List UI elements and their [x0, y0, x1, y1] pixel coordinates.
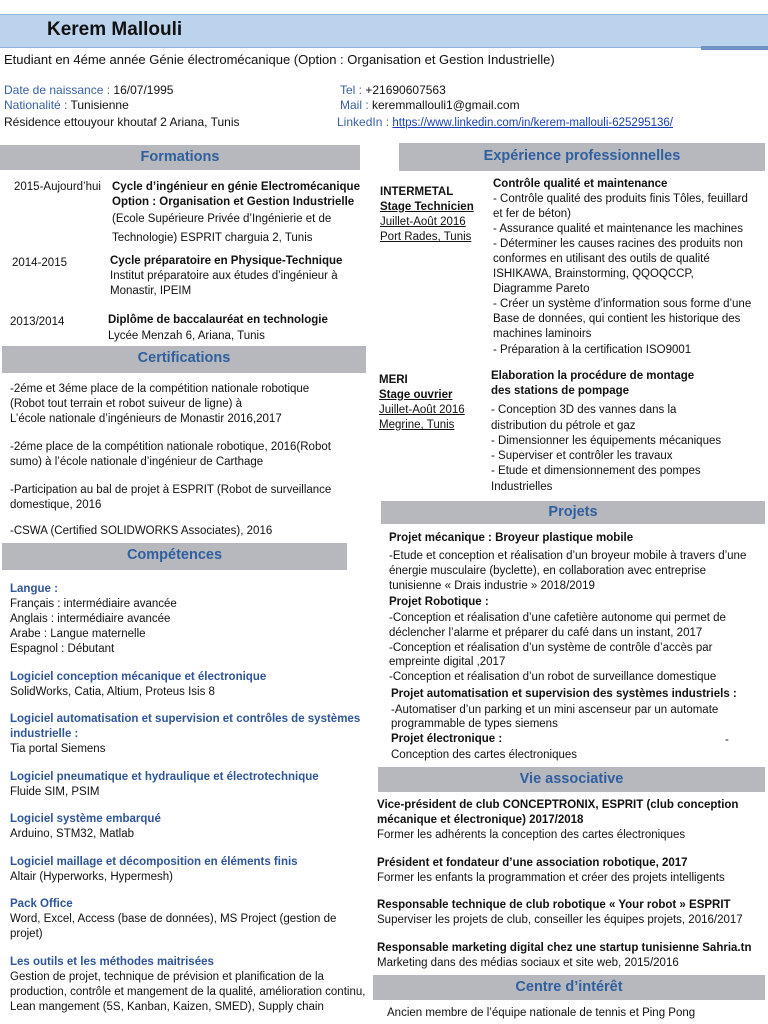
candidate-name: Kerem Mallouli [47, 19, 183, 40]
association-text: Superviser les projets de club, conseiller les équipes projets, 2016/2017 [377, 914, 743, 926]
skill-title: Pack Office [10, 898, 73, 910]
association-title: Président et fondateur d’une association robotique, 2017 [377, 857, 688, 869]
linkedin [337, 115, 673, 130]
skill-text: production, contrôle et mangement de la qualité, amélioration continu, [10, 986, 366, 998]
skill-text: Word, Excel, Access (base de données), MS Project (gestion de [10, 913, 337, 925]
skill-title: industrielle : [10, 728, 79, 740]
phone [340, 83, 446, 97]
formation-date: 2014-2015 [12, 257, 67, 269]
experience-line: - Contrôle qualité des produits finis Tôles, feuillard [493, 193, 748, 205]
formation-title: Cycle d’ingénieur en génie Electromécanique [112, 181, 360, 193]
formation-date: 2015-Aujourd’hui [14, 181, 101, 193]
experience-line: ISHIKAWA, Brainstorming, QQOQCCP, [493, 268, 694, 280]
section-competences: Compétences [2, 543, 347, 570]
skill-text: Tia portal Siemens [10, 743, 106, 755]
formation-detail: Lycée Menzah 6, Ariana, Tunis [108, 330, 265, 342]
linkedin-label: LinkedIn : [337, 115, 390, 129]
project-line: -Etude et conception et réalisation d’un broyeur mobile à travers d’une [389, 550, 747, 562]
birth-label: Date de naissance : [4, 83, 111, 97]
experience-line: Industrielles [491, 481, 553, 493]
certification-line: domestique, 2016 [10, 499, 102, 511]
formation-title: Option : Organisation et Gestion Industrielle [112, 196, 355, 208]
section-certifications: Certifications [2, 346, 366, 373]
headline: Etudiant en 4éme année Génie électromécanique (Option : Organisation et Gestion Industrielle) [4, 52, 555, 67]
formation-detail: Technologie) ESPRIT charguia 2, Tunis [112, 232, 313, 244]
skill-text: Fluide SIM, PSIM [10, 786, 100, 798]
experience-date: Juillet-Août 2016 [380, 216, 466, 228]
project-line: -Conception et réalisation d’un robot de surveillance domestique [389, 671, 717, 683]
skill-text: Lean mangement (5S, Kanban, Kaizen, SMED), Supply chain [10, 1001, 324, 1013]
experience-line: - Conception 3D des vannes dans la [491, 404, 677, 416]
nationality-value: Tunisienne [67, 98, 129, 112]
experience-line: distribution du pétrole et gaz [491, 420, 636, 432]
project-line: Conception des cartes électroniques [391, 749, 578, 761]
experience-line: conformes en utilisant des outils de qualité [493, 253, 710, 265]
project-dash: - [725, 734, 729, 746]
interest-text: Ancien membre de l’équipe nationale de tennis et Ping Pong [387, 1007, 696, 1019]
formation-title: Cycle préparatoire en Physique-Technique [110, 255, 343, 267]
association-title: Responsable technique de club robotique « Your robot » ESPRIT [377, 899, 731, 911]
nationality-label: Nationalité : [4, 98, 68, 112]
association-title: Vice-président de club CONCEPTRONIX, ESPRIT (club conception [377, 799, 739, 811]
project-line: tunisienne « Drais industrie » 2018/2019 [389, 580, 595, 592]
skill-text: Altair (Hyperworks, Hypermesh) [10, 871, 173, 883]
birth-date [4, 83, 173, 97]
certification-line: -2éme et 3éme place de la compétition nationale robotique [10, 383, 310, 395]
experience-role: Stage ouvrier [379, 389, 453, 401]
experience-line: - Créer un système d’information sous forme d’une [493, 298, 752, 310]
section-vie-associative: Vie associative [378, 767, 765, 792]
experience-title: Contrôle qualité et maintenance [493, 178, 668, 190]
section-centre-interet: Centre d’intérêt [373, 975, 765, 1000]
association-text: Former les enfants la programmation et créer des projets intelligents [377, 872, 725, 884]
certification-line: -Participation au bal de projet à ESPRIT (Robot de surveillance [10, 484, 332, 496]
experience-place: Port Rades, Tunis [380, 231, 472, 243]
certification-line: -CSWA (Certified SOLIDWORKS Associates), 2016 [10, 525, 273, 537]
formation-detail: Monastir, IPEIM [110, 285, 192, 297]
experience-place: Megrine, Tunis [379, 419, 455, 431]
language-item: Espagnol : Débutant [10, 643, 115, 655]
association-text: Former les adhérents la conception des cartes électroniques [377, 829, 686, 841]
project-title: Projet électronique : [391, 733, 503, 745]
language-item: Anglais : intermédiaire avancée [10, 613, 171, 625]
linkedin-link[interactable]: https://www.linkedin.com/in/kerem-mallouli-625295136/ [392, 117, 673, 129]
name-banner-accent [701, 46, 768, 50]
project-line: -Conception et réalisation d’un système de contrôle d’accès par [389, 642, 713, 654]
skill-title: Logiciel maillage et décomposition en éléments finis [10, 856, 298, 868]
experience-line: - Dimensionner les équipements mécaniques [491, 435, 722, 447]
project-line: empreinte digital ,2017 [389, 656, 506, 668]
association-title: Responsable marketing digital chez une startup tunisienne Sahria.tn [377, 942, 752, 954]
experience-line: Base de données, qui contient les historique des [493, 313, 741, 325]
email-label: Mail : [340, 98, 369, 112]
skill-text: Gestion de projet, technique de prévision et planification de la [10, 971, 324, 983]
section-formations: Formations [0, 145, 360, 170]
email [340, 98, 520, 112]
language-item: Arabe : Langue maternelle [10, 628, 146, 640]
association-text: Marketing dans des médias sociaux et site web, 2015/2016 [377, 957, 679, 969]
certification-line: L’école nationale d’ingénieurs de Monastir 2016,2017 [10, 413, 282, 425]
email-value[interactable]: kerem [368, 98, 406, 112]
project-line: -Automatiser d’un parking et un mini ascenseur par un automate [391, 704, 719, 716]
skill-title: Logiciel système embarqué [10, 813, 161, 825]
formation-detail: (Ecole Supérieure Privée d’Ingénierie et de [112, 213, 332, 225]
certification-line: -2éme place de la compétition nationale robotique, 2016(Robot [10, 441, 331, 453]
experience-line: Diagramme Pareto [493, 283, 590, 295]
nationality [4, 98, 129, 112]
experience-line: - Préparation à la certification ISO9001 [493, 344, 692, 356]
experience-line: machines laminoirs [493, 328, 592, 340]
section-experience: Expérience professionnelles [399, 143, 765, 171]
skill-title: Logiciel pneumatique et hydraulique et électrotechnique [10, 771, 319, 783]
formation-date: 2013/2014 [10, 316, 65, 328]
formation-title: Diplôme de baccalauréat en technologie [108, 314, 328, 326]
certification-line: sumo) à l’école nationale d’ingénieur de Carthage [10, 456, 264, 468]
formation-detail: Institut préparatoire aux études d’ingénieur à [110, 270, 338, 282]
skill-title: Les outils et les méthodes maitrisées [10, 956, 214, 968]
skill-title: Logiciel automatisation et supervision et contrôles de systèmes [10, 713, 361, 725]
project-title: Projet mécanique : Broyeur plastique mobile [389, 532, 634, 544]
experience-line: - Superviser et contrôler les travaux [491, 450, 673, 462]
project-line: programmable de types siemens [391, 718, 558, 730]
skill-text: projet) [10, 928, 43, 940]
experience-line: - Assurance qualité et maintenance les machines [493, 223, 743, 235]
experience-title: des stations de pompage [491, 385, 630, 397]
experience-line: et fer de béton) [493, 208, 571, 220]
association-title: mécanique et électronique) 2017/2018 [377, 814, 584, 826]
experience-title: Elaboration la procédure de montage [491, 370, 695, 382]
experience-date: Juillet-Août 2016 [379, 404, 465, 416]
phone-label: Tel : [340, 83, 363, 97]
language-item: Français : intermédiaire avancée [10, 598, 177, 610]
email-value-rest[interactable]: mallouli1@gmail.com [405, 98, 520, 112]
phone-value: +21690607563 [362, 83, 446, 97]
project-line: déclencher l’alarme et préparer du café dans un instant, 2017 [389, 627, 703, 639]
skill-text: SolidWorks, Catia, Altium, Proteus Isis 8 [10, 686, 215, 698]
skill-title-langue: Langue : [10, 583, 58, 595]
residence: Résidence ettouyour khoutaf 2 Ariana, Tunis [4, 115, 240, 129]
project-title: Projet automatisation et supervision des systèmes industriels : [391, 688, 737, 700]
project-line: -Conception et réalisation d’une cafetière autonome qui permet de [389, 612, 726, 624]
skill-text: Arduino, STM32, Matlab [10, 828, 135, 840]
experience-role: Stage Technicien [380, 201, 474, 213]
birth-value: 16/07/1995 [110, 83, 174, 97]
project-line: énergie musculaire (byclette), en collaboration avec entreprise [389, 565, 707, 577]
project-title: Projet Robotique : [389, 596, 489, 608]
experience-company: MERI [379, 374, 408, 386]
certification-line: (Robot tout terrain et robot suiveur de ligne) à [10, 398, 243, 410]
experience-company: INTERMETAL [380, 186, 454, 198]
experience-line: - Déterminer les causes racines des produits non [493, 238, 743, 250]
skill-title: Logiciel conception mécanique et électronique [10, 671, 267, 683]
section-projets: Projets [381, 501, 765, 524]
experience-line: - Etude et dimensionnement des pompes [491, 465, 701, 477]
